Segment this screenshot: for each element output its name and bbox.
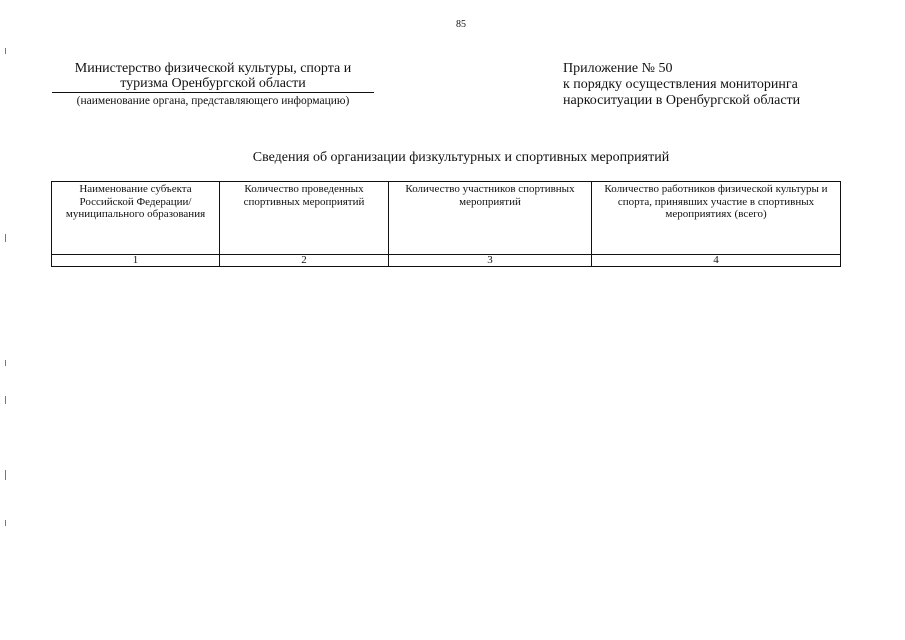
report-table: [51, 181, 841, 267]
appendix-number: Приложение № 50: [563, 61, 673, 76]
header-staff-count: Количество работников физической культуры и спорта, принявших участие в спортивных мероприятиях (всего): [592, 182, 841, 255]
appendix-line-2: к порядку осуществления мониторинга: [563, 77, 798, 92]
header-participants-count: Количество участников спортивных мероприятий: [389, 182, 592, 255]
organization-name-line-2: [52, 76, 374, 93]
appendix-block: [563, 61, 800, 109]
scan-mark: [5, 396, 6, 404]
scan-mark: [5, 48, 6, 54]
column-number-1: 1: [52, 255, 220, 267]
scan-mark: [5, 520, 6, 526]
column-number-3: 3: [389, 255, 592, 267]
organization-name-underlined: туризма Оренбургской области: [52, 76, 374, 93]
document-title: Сведения об организации физкультурных и спортивных мероприятий: [252, 150, 670, 165]
scan-mark: [5, 470, 6, 480]
column-number-4: 4: [592, 255, 841, 267]
page-number: 85: [456, 19, 466, 30]
table-header-row: [52, 182, 841, 255]
header-events-count: Количество проведенных спортивных мероприятий: [220, 182, 389, 255]
appendix-line-3: наркоситуации в Оренбургской области: [563, 93, 801, 108]
organization-block: [52, 61, 374, 108]
column-number-2: 2: [220, 255, 389, 267]
organization-caption: (наименование органа, представляющего информацию): [76, 95, 350, 107]
organization-name-line-1: Министерство физической культуры, спорта и: [74, 61, 352, 76]
scan-mark: [5, 234, 6, 242]
scan-mark: [5, 360, 6, 366]
header-municipality: Наименование субъекта Российской Федерации/ муниципального образования: [52, 182, 220, 255]
column-number-row: [52, 255, 841, 267]
